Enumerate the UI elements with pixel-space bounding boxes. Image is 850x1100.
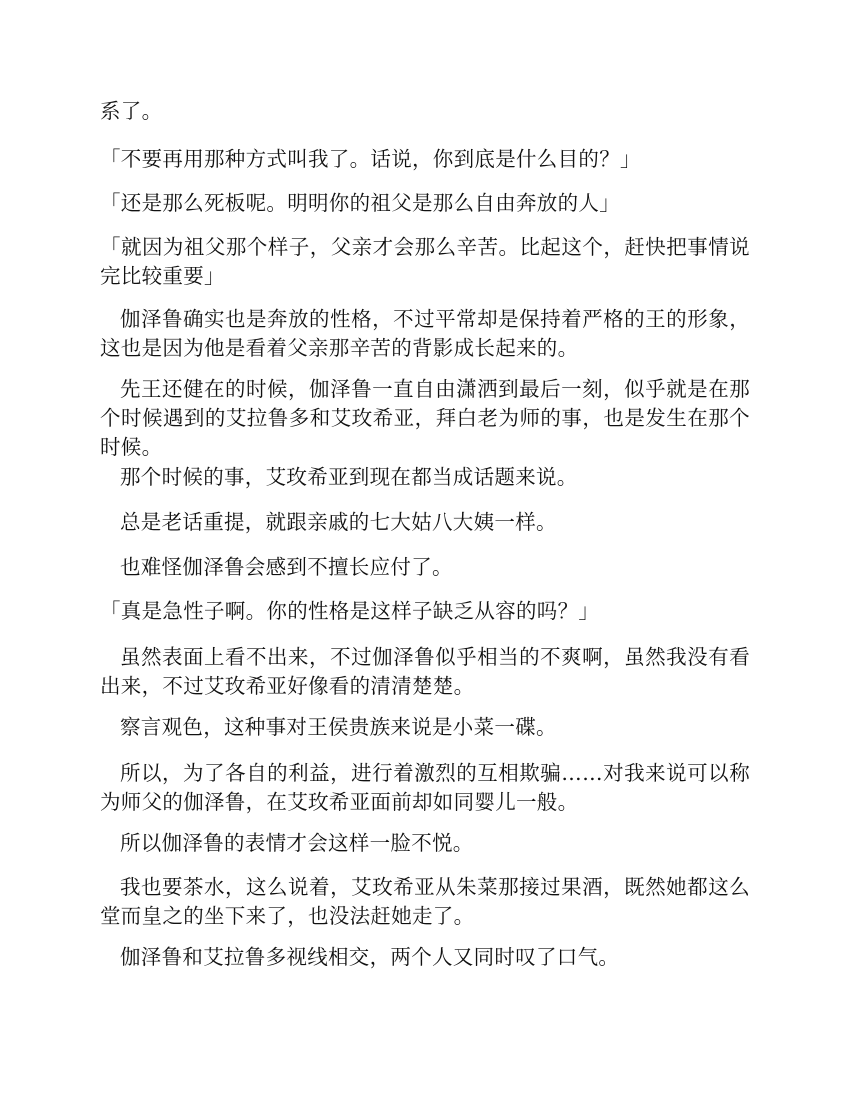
paragraph-5: 伽泽鲁确实也是奔放的性格，不过平常却是保持着严格的王的形象，这也是因为他是看着父亲那辛苦的背影成长起来的。: [100, 307, 750, 360]
dialogue-paragraph-10: 「真是急性子啊。你的性格是这样子缺乏从容的吗？」: [100, 599, 600, 623]
paragraph-1: 系了。: [100, 99, 163, 123]
paragraph-13: 所以，为了各自的利益，进行着激烈的互相欺骗……对我来说可以称为师父的伽泽鲁，在艾玫希亚面前却如同婴儿一般。: [100, 761, 750, 814]
paragraph-11: 虽然表面上看不出来，不过伽泽鲁似乎相当的不爽啊，虽然我没有看出来，不过艾玫希亚好像看的清清楚楚。: [100, 645, 750, 698]
dialogue-paragraph-4: 「就因为祖父那个样子，父亲才会那么辛苦。比起这个，赶快把事情说完比较重要」: [100, 235, 750, 288]
paragraph-9: 也难怪伽泽鲁会感到不擅长应付了。: [120, 555, 453, 579]
paragraph-7: 那个时候的事，艾玫希亚到现在都当成话题来说。: [120, 465, 578, 489]
paragraph-12: 察言观色，这种事对王侯贵族来说是小菜一碟。: [120, 715, 557, 739]
paragraph-15: 我也要茶水，这么说着，艾玫希亚从朱菜那接过果酒，既然她都这么堂而皇之的坐下来了，也没法赶她走了。: [100, 875, 750, 928]
dialogue-paragraph-3: 「还是那么死板呢。明明你的祖父是那么自由奔放的人」: [100, 191, 620, 215]
dialogue-paragraph-2: 「不要再用那种方式叫我了。话说，你到底是什么目的？」: [100, 147, 641, 171]
paragraph-8: 总是老话重提，就跟亲戚的七大姑八大姨一样。: [120, 510, 557, 534]
paragraph-6: 先王还健在的时候，伽泽鲁一直自由潇洒到最后一刻，似乎就是在那个时候遇到的艾拉鲁多和艾玫希亚，拜白老为师的事，也是发生在那个时候。: [100, 377, 750, 459]
paragraph-16: 伽泽鲁和艾拉鲁多视线相交，两个人又同时叹了口气。: [120, 945, 620, 969]
paragraph-14: 所以伽泽鲁的表情才会这样一脸不悦。: [120, 831, 474, 855]
